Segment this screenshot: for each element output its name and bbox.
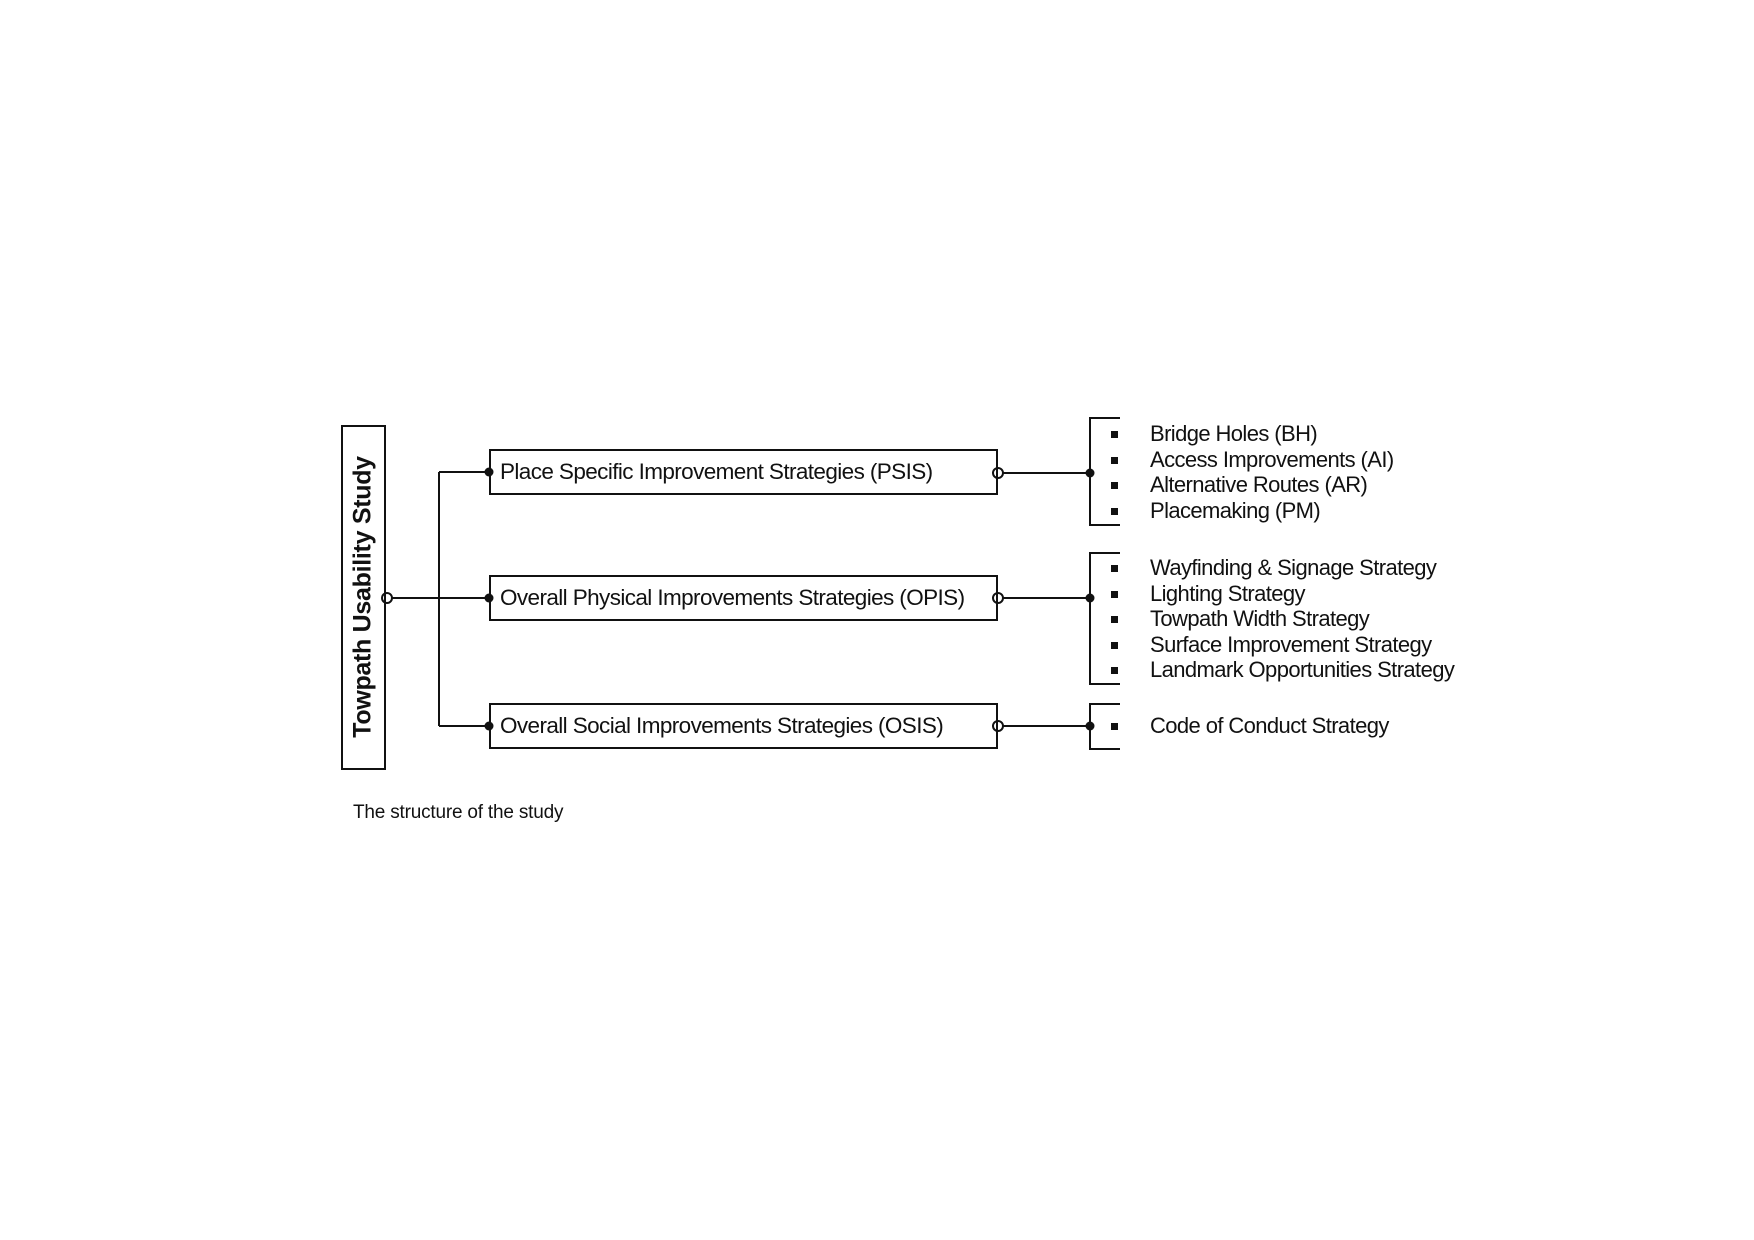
item-list-osis	[1111, 713, 1389, 739]
item-label: Surface Improvement Strategy	[1150, 631, 1432, 657]
bracket-node-psis	[1086, 469, 1095, 478]
item-label: Landmark Opportunities Strategy	[1150, 657, 1455, 683]
strategy-box-opis: Overall Physical Improvements Strategies (OPIS)	[489, 575, 998, 621]
list-item	[1111, 498, 1394, 524]
item-label: Access Improvements (AI)	[1150, 446, 1394, 472]
list-item	[1111, 472, 1394, 498]
bullet-icon	[1111, 565, 1118, 572]
item-label: Bridge Holes (BH)	[1150, 421, 1318, 446]
bullet-icon	[1111, 508, 1118, 515]
item-label: Placemaking (PM)	[1150, 497, 1321, 523]
bullet-icon	[1111, 591, 1118, 598]
strategy-box-osis: Overall Social Improvements Strategies (OSIS)	[489, 703, 998, 749]
bullet-icon	[1111, 642, 1118, 649]
figure-caption: The structure of the study	[353, 802, 564, 823]
item-label: Alternative Routes (AR)	[1150, 472, 1368, 498]
bullet-icon	[1111, 616, 1118, 623]
bullet-icon	[1111, 667, 1118, 674]
item-label: Wayfinding & Signage Strategy	[1150, 555, 1437, 580]
list-item	[1111, 447, 1394, 473]
item-list-opis	[1111, 555, 1454, 683]
item-list-psis	[1111, 421, 1394, 523]
list-item	[1111, 555, 1454, 581]
list-item	[1111, 713, 1389, 739]
bracket-node-osis	[1086, 722, 1095, 731]
list-item	[1111, 421, 1394, 447]
bullet-icon	[1111, 431, 1118, 438]
list-item	[1111, 606, 1454, 632]
strategy-box-psis: Place Specific Improvement Strategies (PSIS)	[489, 449, 998, 495]
item-label: Lighting Strategy	[1150, 580, 1305, 606]
item-label: Code of Conduct Strategy	[1150, 713, 1389, 738]
bullet-icon	[1111, 457, 1118, 464]
bullet-icon	[1111, 482, 1118, 489]
root-title: Towpath Usability Study	[348, 456, 377, 738]
item-label: Towpath Width Strategy	[1150, 606, 1370, 632]
list-item	[1111, 632, 1454, 658]
bracket-node-opis	[1086, 594, 1095, 603]
bullet-icon	[1111, 723, 1118, 730]
list-item	[1111, 657, 1454, 683]
list-item	[1111, 581, 1454, 607]
